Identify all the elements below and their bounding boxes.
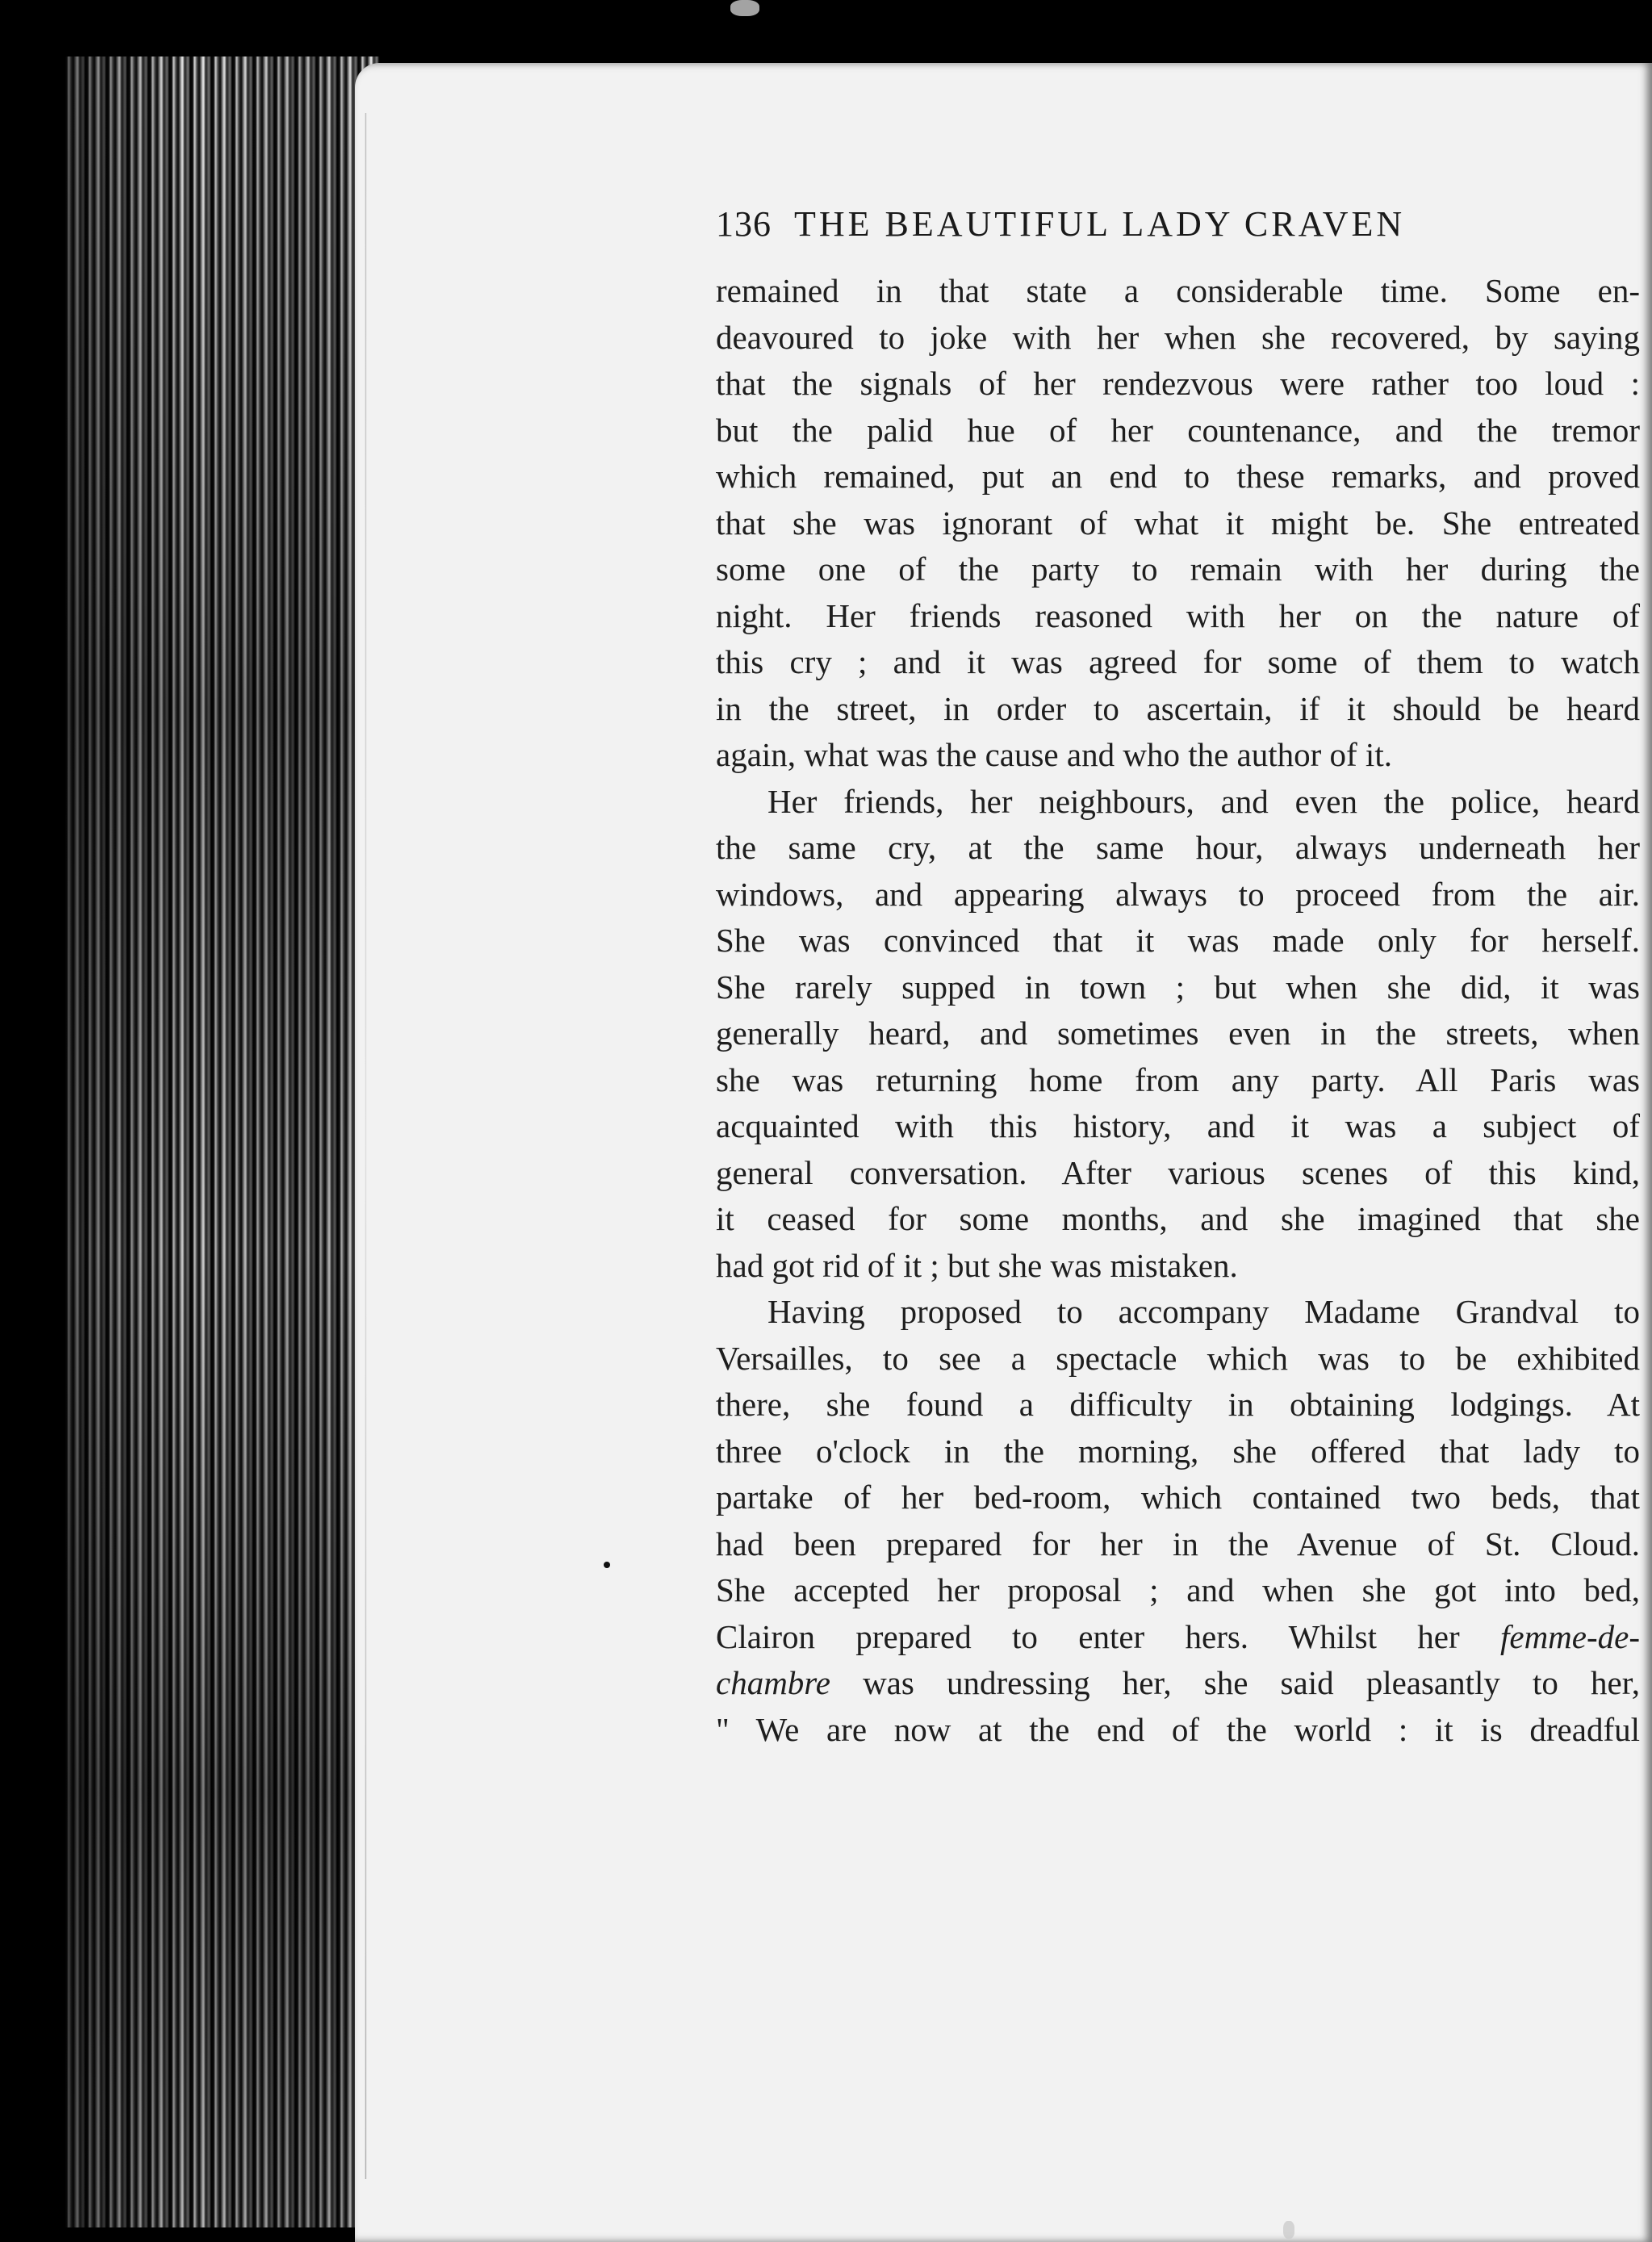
text-line: it ceased for some months, and she imagined that she (716, 1200, 1640, 1237)
page-number: 136 (716, 204, 772, 244)
text-line: she was returning home from any party. All Paris was (716, 1060, 1640, 1098)
running-head-title: THE BEAUTIFUL LADY CRAVEN (794, 204, 1406, 244)
text-line: She was convinced that it was made only for herself. (716, 922, 1640, 959)
text-line: three o'clock in the morning, she offered that lady to (716, 1432, 1640, 1470)
scan-speck (604, 1562, 610, 1568)
text-line: generally heard, and sometimes even in the streets, when (716, 1014, 1640, 1052)
text-line: some one of the party to remain with her during the (716, 550, 1640, 588)
text-line: chambre was undressing her, she said pleasantly to her, (716, 1664, 1640, 1701)
text-line: Having proposed to accompany Madame Grandval to (767, 1293, 1640, 1330)
fore-edge-shading (65, 56, 379, 2227)
page-gutter (365, 113, 366, 2179)
text-line: which remained, put an end to these remarks, and proved (716, 458, 1640, 495)
text-line: there, she found a difficulty in obtaining lodgings. At (716, 1386, 1640, 1423)
text-line: deavoured to joke with her when she recovered, by saying (716, 318, 1640, 356)
text-line: again, what was the cause and who the author of it. (716, 736, 1392, 773)
text-line: acquainted with this history, and it was a subject of (716, 1107, 1640, 1144)
running-header (716, 203, 1636, 245)
text-line: but the palid hue of her countenance, and the tremor (716, 411, 1640, 449)
text-line: " We are now at the end of the world : it is dreadful (716, 1710, 1640, 1748)
text-line: that the signals of her rendezvous were rather too loud : (716, 365, 1640, 402)
text-line: the same cry, at the same hour, always underneath her (716, 829, 1640, 866)
text-line: had got rid of it ; but she was mistaken. (716, 1246, 1238, 1284)
text-line: that she was ignorant of what it might be. She entreated (716, 504, 1640, 542)
text-line: Versailles, to see a spectacle which was to be exhibited (716, 1339, 1640, 1377)
text-line: night. Her friends reasoned with her on the nature of (716, 596, 1640, 634)
text-line: windows, and appearing always to proceed from the air. (716, 875, 1640, 913)
text-line: She rarely supped in town ; but when she did, it was (716, 968, 1640, 1006)
text-line: remained in that state a considerable time. Some en- (716, 272, 1640, 309)
body-text (716, 268, 1640, 1753)
text-line: this cry ; and it was agreed for some of them to watch (716, 643, 1640, 680)
text-line: partake of her bed-room, which contained two beds, that (716, 1479, 1640, 1516)
scan-speck (1283, 2221, 1294, 2239)
text-line: general conversation. After various scenes of this kind, (716, 1153, 1640, 1191)
text-line: Her friends, her neighbours, and even the police, heard (767, 782, 1640, 820)
text-line: She accepted her proposal ; and when she got into bed, (716, 1571, 1640, 1608)
text-line: Clairon prepared to enter hers. Whilst her femme-de- (716, 1617, 1640, 1655)
scan-speck (730, 0, 759, 16)
text-line: in the street, in order to ascertain, if it should be heard (716, 689, 1640, 727)
text-line: had been prepared for her in the Avenue of St. Cloud. (716, 1525, 1640, 1562)
